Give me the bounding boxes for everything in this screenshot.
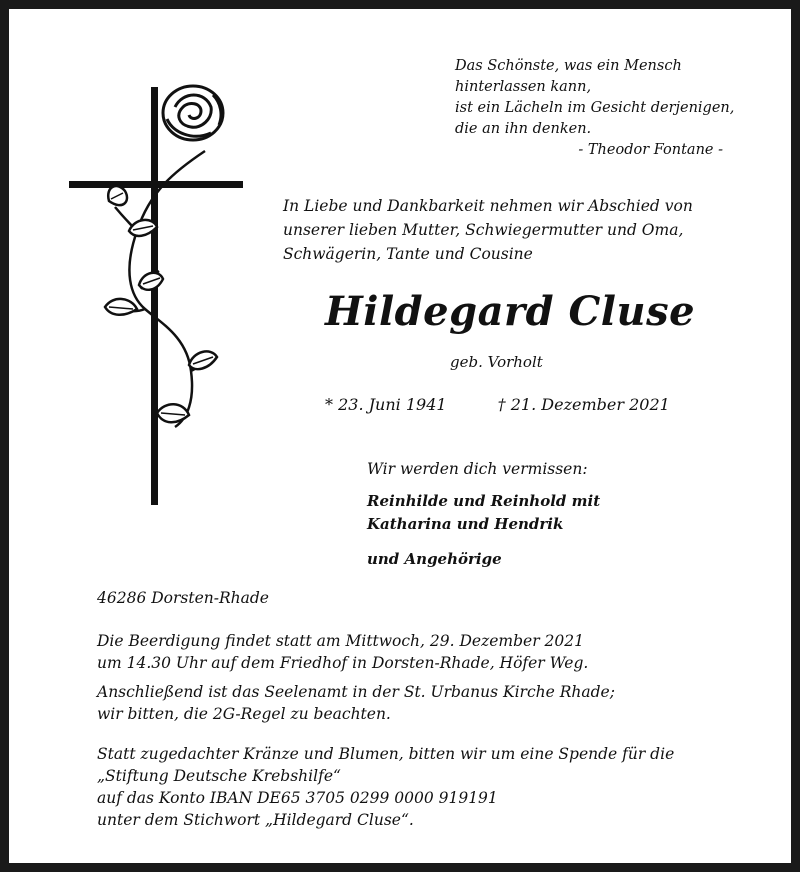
maiden-name: geb. Vorholt [450, 353, 543, 371]
donation-line: unter dem Stichwort „Hildegard Cluse“. [97, 811, 414, 829]
quote-line: die an ihn denken. [455, 121, 592, 137]
death-date: † 21. Dezember 2021 [497, 395, 670, 414]
requiem-info [97, 681, 615, 725]
quote-author: - Theodor Fontane - [578, 142, 723, 158]
deceased-name: Hildegard Cluse [325, 288, 696, 335]
requiem-line: Anschließend ist das Seelenamt in der St. Urbanus Kirche Rhade; [97, 683, 615, 701]
address: 46286 Dorsten-Rhade [97, 589, 269, 607]
intro-line: In Liebe und Dankbarkeit nehmen wir Abschied von [283, 197, 693, 215]
intro-line: Schwägerin, Tante und Cousine [283, 245, 533, 263]
donation-info [97, 743, 674, 831]
mourner-line: Katharina und Hendrik [367, 515, 564, 533]
epigraph-quote [455, 56, 734, 161]
quote-line: Das Schönste, was ein Mensch [455, 58, 682, 74]
funeral-line: um 14.30 Uhr auf dem Friedhof in Dorsten-Rhade, Höfer Weg. [97, 654, 589, 672]
quote-line: ist ein Lächeln im Gesicht derjenigen, [455, 100, 735, 116]
birth-date: * 23. Juni 1941 [325, 395, 447, 414]
farewell-intro [283, 194, 693, 266]
mourners-list [367, 490, 600, 571]
funeral-info [97, 630, 588, 674]
funeral-line: Die Beerdigung findet statt am Mittwoch, 29. Dezember 2021 [97, 632, 584, 650]
requiem-line: wir bitten, die 2G-Regel zu beachten. [97, 705, 391, 723]
donation-line: auf das Konto IBAN DE65 3705 0299 0000 919191 [97, 789, 498, 807]
mourner-others: und Angehörige [367, 550, 502, 568]
intro-line: unserer lieben Mutter, Schwiegermutter und Oma, [283, 221, 684, 239]
mourners-heading: Wir werden dich vermissen: [367, 460, 588, 478]
donation-line: „Stiftung Deutsche Krebshilfe“ [97, 767, 341, 785]
cross-with-rose-icon [65, 81, 247, 513]
mourner-line: Reinhilde und Reinhold mit [367, 492, 601, 510]
quote-line: hinterlassen kann, [455, 79, 592, 95]
donation-line: Statt zugedachter Kränze und Blumen, bitten wir um eine Spende für die [97, 745, 675, 763]
life-dates [325, 395, 670, 414]
